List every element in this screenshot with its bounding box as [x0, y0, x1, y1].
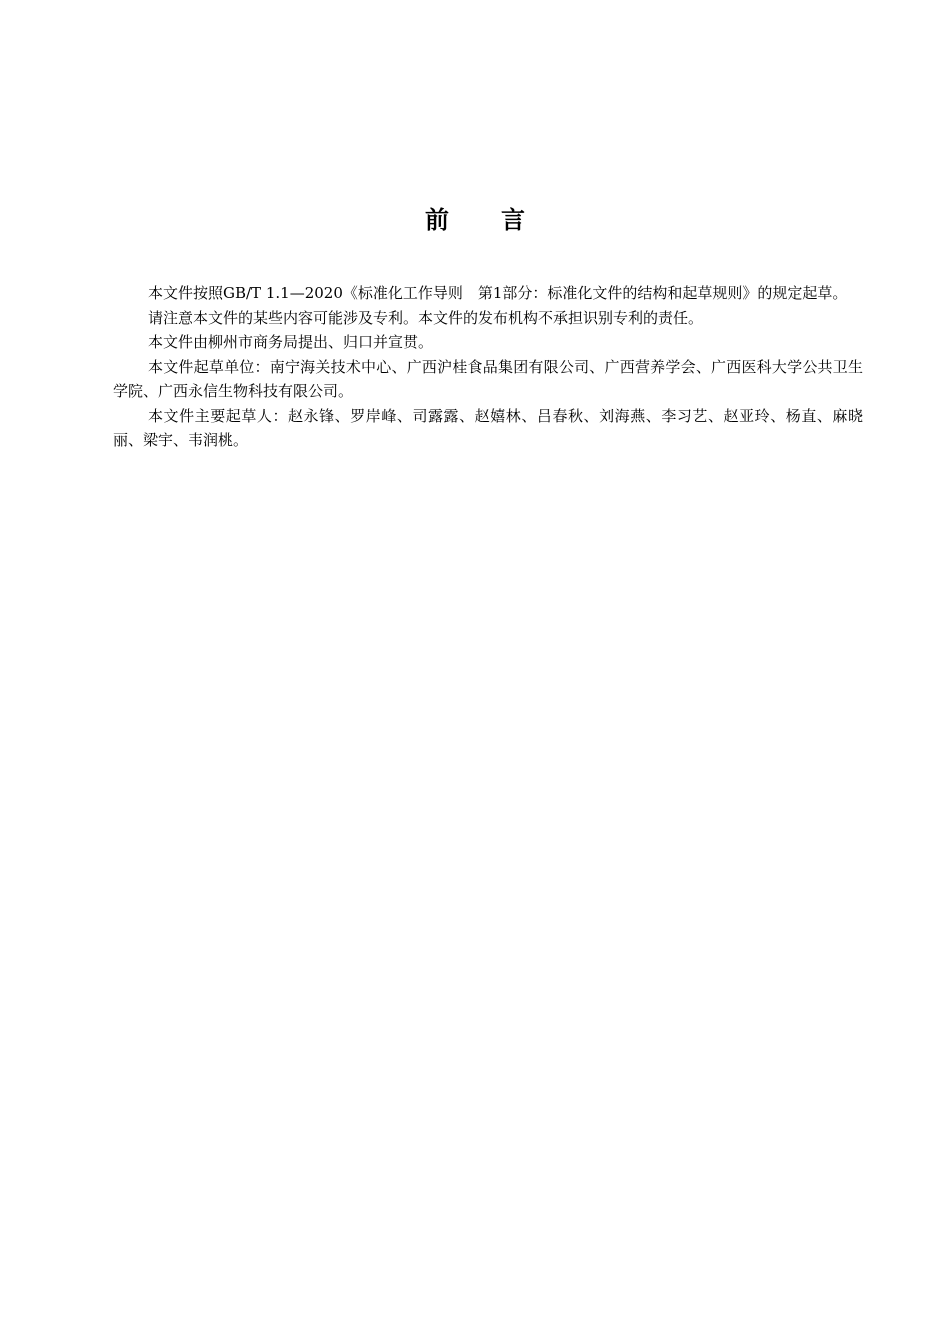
paragraph-drafters: 本文件主要起草人：赵永锋、罗岸峰、司露露、赵嬉林、吕春秋、刘海燕、李习艺、赵亚玲、杨直、麻晓丽、梁宇、韦润桃。 — [113, 406, 863, 449]
paragraph-proposer: 本文件由柳州市商务局提出、归口并宣贯。 — [148, 333, 434, 351]
heading-char-1: 前 — [425, 206, 449, 234]
paragraph-drafting-units: 本文件起草单位：南宁海关技术中心、广西沪桂食品集团有限公司、广西营养学会、广西医科大学公共卫生学院、广西永信生物科技有限公司。 — [113, 357, 863, 400]
foreword-body — [113, 281, 863, 453]
paragraph-patent-notice: 请注意本文件的某些内容可能涉及专利。本文件的发布机构不承担识别专利的责任。 — [148, 308, 704, 327]
heading-char-2: 言 — [501, 206, 525, 234]
foreword-heading — [0, 200, 950, 235]
paragraph-drafting-rules: 本文件按照GB/T 1.1—2020《标准化工作导则 第1部分：标准化文件的结构和起草规则》的规定起草。 — [148, 284, 848, 302]
